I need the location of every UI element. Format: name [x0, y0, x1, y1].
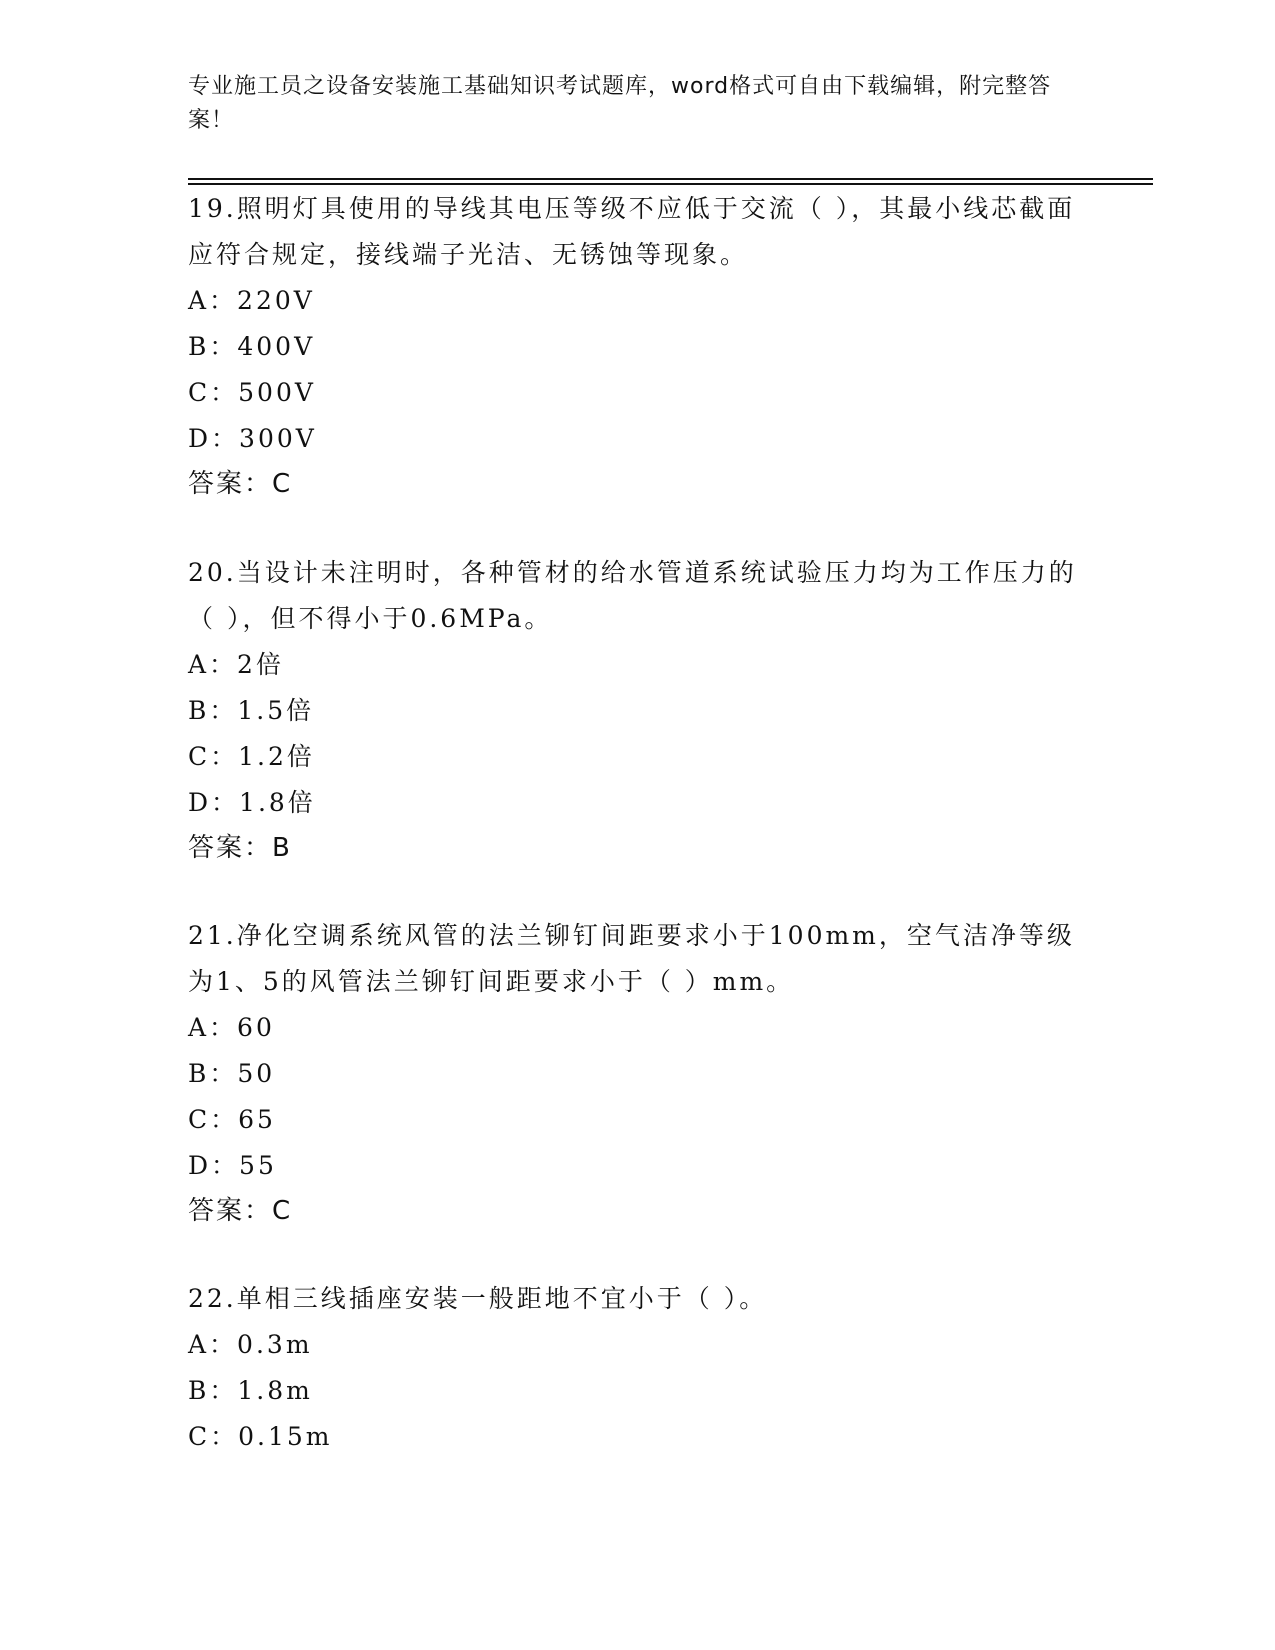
option-c: C：65: [188, 1105, 276, 1134]
question-text: 19.照明灯具使用的导线其电压等级不应低于交流（ ），其最小线芯截面应符合规定，接线端子光洁、无锈蚀等现象。: [188, 194, 1076, 269]
question-21: [188, 913, 1088, 1233]
option-a: A：0.3m: [188, 1330, 313, 1359]
option-a: A：2倍: [188, 650, 284, 679]
option-b: B：1.5倍: [188, 696, 315, 725]
option-b: B：400V: [188, 332, 316, 361]
header-divider-bottom: [188, 183, 1153, 185]
option-b: B：50: [188, 1059, 276, 1088]
question-text: 21.净化空调系统风管的法兰铆钉间距要求小于100mm，空气洁净等级为1、5的风管法兰铆钉间距要求小于（ ）mm。: [188, 921, 1075, 996]
question-20: [188, 550, 1088, 870]
option-d: D：1.8倍: [188, 788, 316, 817]
question-22: [188, 1276, 1088, 1460]
question-text: 22.单相三线插座安装一般距地不宜小于（ ）。: [188, 1284, 768, 1313]
option-a: A：220V: [188, 286, 315, 315]
header-divider-top: [188, 178, 1153, 180]
option-c: C：0.15m: [188, 1422, 333, 1451]
option-c: C：500V: [188, 378, 316, 407]
option-a: A：60: [188, 1013, 275, 1042]
answer-line: 答案：B: [188, 833, 292, 863]
document-header: 专业施工员之设备安装施工基础知识考试题库，word格式可自由下载编辑，附完整答案！: [188, 74, 1052, 133]
option-d: D：55: [188, 1151, 277, 1180]
question-text: 20.当设计未注明时，各种管材的给水管道系统试验压力均为工作压力的（ ），但不得小于0.6MPa。: [188, 558, 1077, 633]
option-b: B：1.8m: [188, 1376, 313, 1405]
option-d: D：300V: [188, 424, 317, 453]
question-19: [188, 186, 1088, 506]
answer-line: 答案：C: [188, 469, 293, 499]
answer-line: 答案：C: [188, 1196, 293, 1226]
option-c: C：1.2倍: [188, 742, 315, 771]
